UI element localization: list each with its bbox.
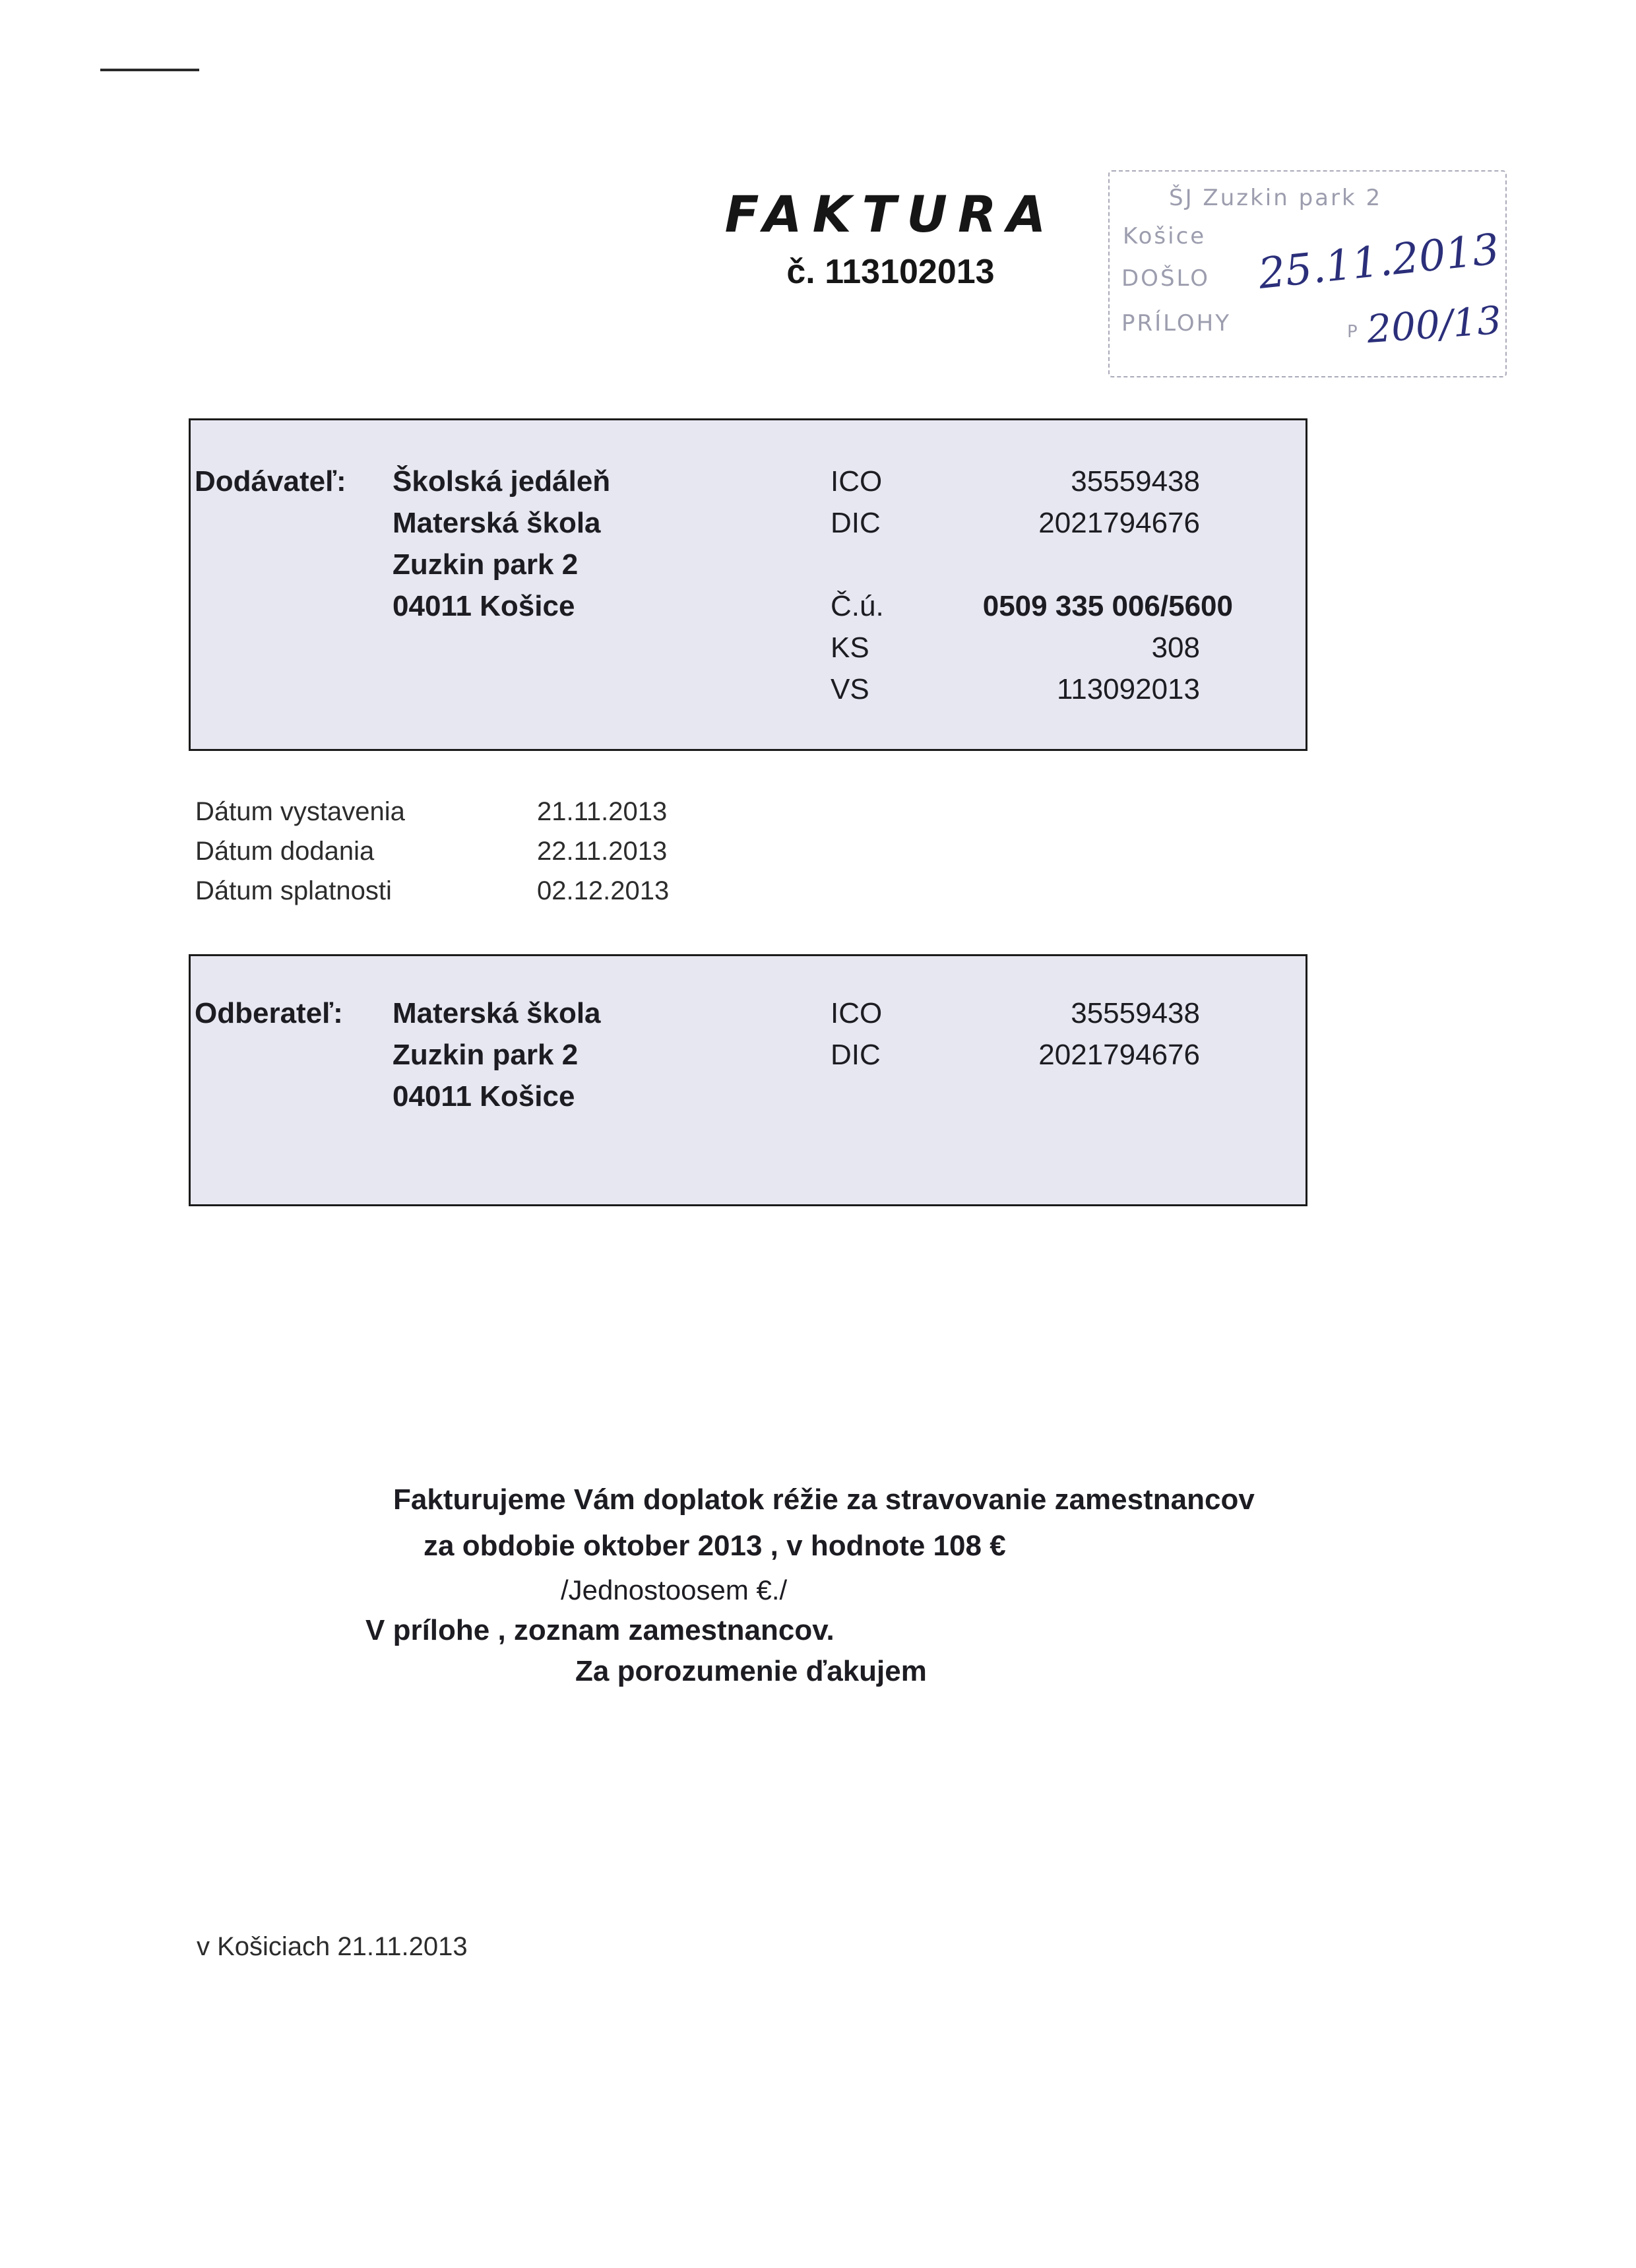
received-stamp bbox=[1108, 170, 1507, 377]
customer-city: 04011 Košice bbox=[393, 1080, 575, 1113]
scan-artifact-line bbox=[100, 69, 199, 71]
customer-box bbox=[189, 954, 1307, 1206]
customer-street: Zuzkin park 2 bbox=[393, 1039, 579, 1071]
message-line2: za obdobie oktober 2013 , v hodnote 108 € bbox=[424, 1530, 1006, 1562]
supplier-label: Dodávateľ: bbox=[195, 465, 346, 498]
dates-block bbox=[195, 792, 789, 924]
stamp-reg-number: 200/13 bbox=[1365, 297, 1503, 352]
stamp-received-label: DOŠLO bbox=[1121, 265, 1211, 292]
customer-dic: 2021794676 bbox=[1038, 1039, 1200, 1071]
supplier-dic: 2021794676 bbox=[1038, 507, 1200, 539]
customer-ico: 35559438 bbox=[1071, 997, 1200, 1029]
supplier-street: Zuzkin park 2 bbox=[393, 548, 579, 581]
stamp-line2: Košice bbox=[1123, 223, 1207, 249]
supplier-ico: 35559438 bbox=[1071, 465, 1200, 498]
supplier-city: 04011 Košice bbox=[393, 590, 575, 622]
supplier-ks: 308 bbox=[1151, 632, 1200, 664]
supplier-account-label: Č.ú. bbox=[831, 590, 884, 622]
issue-date-label: Dátum vystavenia bbox=[195, 797, 405, 826]
delivery-date-label: Dátum dodania bbox=[195, 837, 375, 866]
supplier-ks-label: KS bbox=[831, 632, 869, 664]
due-date: 02.12.2013 bbox=[537, 876, 670, 905]
invoice-title: FAKTURA bbox=[724, 185, 1057, 243]
supplier-account: 0509 335 006/5600 bbox=[982, 590, 1233, 622]
customer-dic-label: DIC bbox=[831, 1039, 881, 1071]
customer-name: Materská škola bbox=[393, 997, 601, 1029]
supplier-line2: Materská škola bbox=[393, 507, 601, 539]
customer-ico-label: ICO bbox=[831, 997, 883, 1029]
stamp-line1: ŠJ Zuzkin park 2 bbox=[1169, 185, 1383, 211]
place-date: v Košiciach 21.11.2013 bbox=[197, 1932, 468, 1961]
issue-date: 21.11.2013 bbox=[537, 797, 668, 826]
supplier-ico-label: ICO bbox=[831, 465, 883, 498]
supplier-vs: 113092013 bbox=[1057, 673, 1200, 705]
message-line1: Fakturujeme Vám doplatok réžie za stravovanie zamestnancov bbox=[393, 1483, 1255, 1516]
supplier-name: Školská jedáleň bbox=[393, 465, 611, 498]
due-date-label: Dátum splatnosti bbox=[195, 876, 392, 905]
message-line5: Za porozumenie ďakujem bbox=[575, 1655, 927, 1687]
stamp-attachments-label: PRÍLOHY bbox=[1121, 310, 1231, 337]
stamp-reg-prefix: P bbox=[1347, 322, 1360, 342]
delivery-date: 22.11.2013 bbox=[537, 837, 668, 866]
invoice-number: č. 113102013 bbox=[786, 253, 995, 291]
message-line3: /Jednostoosem €./ bbox=[561, 1574, 788, 1605]
supplier-box bbox=[189, 418, 1307, 751]
message-line4: V prílohe , zoznam zamestnancov. bbox=[365, 1614, 834, 1646]
supplier-dic-label: DIC bbox=[831, 507, 881, 539]
supplier-vs-label: VS bbox=[831, 673, 869, 705]
stamp-received-date: 25.11.2013 bbox=[1256, 225, 1502, 299]
customer-label: Odberateľ: bbox=[195, 997, 343, 1029]
